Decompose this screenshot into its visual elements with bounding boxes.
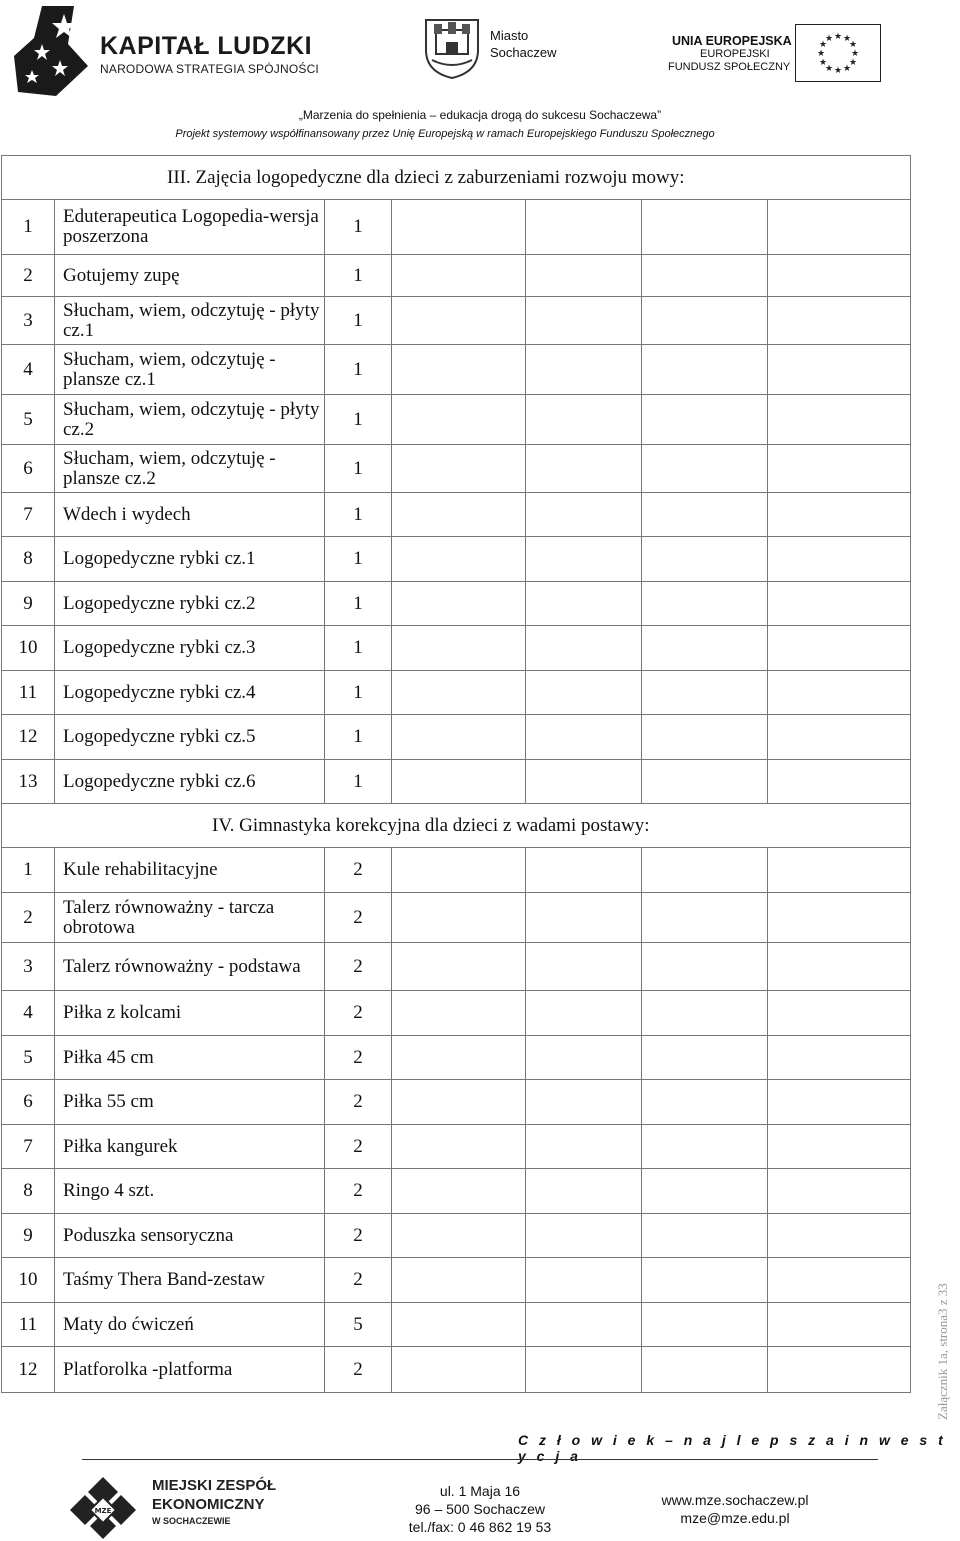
row-number: 1	[2, 200, 55, 255]
table-row	[2, 626, 911, 671]
table-row	[2, 1258, 911, 1303]
footer-motto: C z ł o w i e k – n a j l e p s z a i n w e s t y c j a	[518, 1432, 947, 1464]
item-quantity: 2	[325, 991, 392, 1036]
item-quantity: 1	[325, 493, 392, 537]
empty-cell	[392, 297, 526, 345]
row-number: 5	[2, 395, 55, 445]
row-number: 8	[2, 537, 55, 582]
table-row	[2, 671, 911, 715]
table-row	[2, 395, 911, 445]
mze-logo-icon	[68, 1475, 138, 1539]
empty-cell	[768, 395, 911, 445]
item-name: Logopedyczne rybki cz.1	[55, 537, 325, 582]
table-row	[2, 537, 911, 582]
item-quantity: 1	[325, 626, 392, 671]
item-name: Taśmy Thera Band-zestaw	[55, 1258, 325, 1303]
empty-cell	[526, 255, 642, 297]
row-number: 4	[2, 345, 55, 395]
empty-cell	[392, 848, 526, 893]
email-link[interactable]: mze@mze.edu.pl	[680, 1510, 790, 1526]
empty-cell	[392, 1258, 526, 1303]
section3-title-cell	[2, 156, 911, 200]
svg-text:★: ★	[824, 34, 834, 44]
empty-cell	[642, 893, 768, 943]
svg-text:★: ★	[833, 66, 843, 76]
table-row	[2, 493, 911, 537]
empty-cell	[526, 1303, 642, 1347]
svg-text:★: ★	[842, 64, 852, 74]
empty-cell	[768, 493, 911, 537]
item-quantity: 2	[325, 1258, 392, 1303]
eu-label-line1: UNIA EUROPEJSKA	[672, 34, 792, 48]
empty-cell	[526, 537, 642, 582]
city-crest-icon	[422, 16, 482, 80]
empty-cell	[392, 626, 526, 671]
row-number: 1	[2, 848, 55, 893]
table-row	[2, 255, 911, 297]
item-quantity: 1	[325, 760, 392, 804]
section4-title-cell	[2, 804, 911, 848]
empty-cell	[768, 715, 911, 760]
empty-cell	[768, 445, 911, 493]
table-row	[2, 893, 911, 943]
item-quantity: 5	[325, 1303, 392, 1347]
row-number: 6	[2, 445, 55, 493]
empty-cell	[526, 626, 642, 671]
empty-cell	[526, 582, 642, 626]
item-name: Logopedyczne rybki cz.5	[55, 715, 325, 760]
mze-name-line2: EKONOMICZNY	[152, 1496, 265, 1513]
row-number: 11	[2, 671, 55, 715]
row-number: 12	[2, 715, 55, 760]
mze-name-line1: MIEJSKI ZESPÓŁ	[152, 1477, 277, 1494]
empty-cell	[642, 395, 768, 445]
item-name: Piłka z kolcami	[55, 991, 325, 1036]
empty-cell	[392, 1125, 526, 1169]
item-name: Talerz równoważny - podstawa	[55, 943, 325, 991]
item-quantity: 1	[325, 297, 392, 345]
empty-cell	[768, 537, 911, 582]
empty-cell	[526, 1125, 642, 1169]
section4-rows	[2, 848, 911, 1393]
empty-cell	[768, 893, 911, 943]
empty-cell	[768, 848, 911, 893]
empty-cell	[526, 445, 642, 493]
item-name: Gotujemy zupę	[55, 255, 325, 297]
svg-text:★: ★	[850, 49, 860, 59]
item-quantity: 1	[325, 255, 392, 297]
item-quantity: 2	[325, 1036, 392, 1080]
empty-cell	[768, 760, 911, 804]
item-name: Poduszka sensoryczna	[55, 1214, 325, 1258]
empty-cell	[392, 671, 526, 715]
eu-flag-icon	[795, 24, 881, 82]
empty-cell	[392, 991, 526, 1036]
empty-cell	[642, 345, 768, 395]
website-link[interactable]: www.mze.sochaczew.pl	[661, 1492, 809, 1508]
empty-cell	[392, 943, 526, 991]
row-number: 7	[2, 1125, 55, 1169]
section3-rows	[2, 200, 911, 804]
empty-cell	[768, 1036, 911, 1080]
empty-cell	[526, 943, 642, 991]
svg-text:★: ★	[833, 32, 843, 42]
row-number: 12	[2, 1347, 55, 1393]
empty-cell	[526, 395, 642, 445]
item-name: Logopedyczne rybki cz.6	[55, 760, 325, 804]
item-quantity: 1	[325, 582, 392, 626]
empty-cell	[392, 395, 526, 445]
item-name: Maty do ćwiczeń	[55, 1303, 325, 1347]
table-row	[2, 760, 911, 804]
item-quantity: 1	[325, 200, 392, 255]
empty-cell	[768, 200, 911, 255]
empty-cell	[392, 715, 526, 760]
empty-cell	[392, 582, 526, 626]
empty-cell	[642, 1303, 768, 1347]
item-name: Logopedyczne rybki cz.2	[55, 582, 325, 626]
empty-cell	[526, 760, 642, 804]
empty-cell	[642, 760, 768, 804]
table-row	[2, 1125, 911, 1169]
row-number: 9	[2, 1214, 55, 1258]
row-number: 5	[2, 1036, 55, 1080]
table-row	[2, 1080, 911, 1125]
row-number: 11	[2, 1303, 55, 1347]
table-row	[2, 200, 911, 255]
row-number: 2	[2, 893, 55, 943]
empty-cell	[768, 582, 911, 626]
empty-cell	[392, 893, 526, 943]
item-quantity: 1	[325, 345, 392, 395]
item-quantity: 2	[325, 893, 392, 943]
empty-cell	[768, 671, 911, 715]
empty-cell	[526, 991, 642, 1036]
eu-label-line2: EUROPEJSKI	[700, 48, 770, 60]
empty-cell	[642, 1347, 768, 1393]
table-row	[2, 1169, 911, 1214]
svg-text:★: ★	[842, 34, 852, 44]
item-name: Platforolka -platforma	[55, 1347, 325, 1393]
row-number: 2	[2, 255, 55, 297]
table-row	[2, 715, 911, 760]
item-quantity: 2	[325, 1080, 392, 1125]
empty-cell	[768, 1347, 911, 1393]
svg-text:★: ★	[816, 49, 826, 59]
item-name: Wdech i wydech	[55, 493, 325, 537]
item-name: Eduterapeutica Logopedia-wersja poszerzona	[55, 200, 325, 255]
item-name: Piłka 55 cm	[55, 1080, 325, 1125]
row-number: 8	[2, 1169, 55, 1214]
city-name-line1: Miasto	[490, 28, 529, 43]
item-quantity: 1	[325, 715, 392, 760]
kapital-ludzki-subtitle: NARODOWA STRATEGIA SPÓJNOŚCI	[100, 62, 319, 76]
empty-cell	[392, 537, 526, 582]
item-quantity: 2	[325, 1347, 392, 1393]
row-number: 10	[2, 626, 55, 671]
empty-cell	[768, 297, 911, 345]
empty-cell	[392, 1036, 526, 1080]
empty-cell	[642, 255, 768, 297]
item-quantity: 1	[325, 671, 392, 715]
empty-cell	[642, 626, 768, 671]
empty-cell	[642, 671, 768, 715]
empty-cell	[392, 345, 526, 395]
item-name: Piłka 45 cm	[55, 1036, 325, 1080]
address-phone: tel./fax: 0 46 862 19 53	[408, 1519, 552, 1535]
empty-cell	[392, 1080, 526, 1125]
section3-table	[1, 155, 911, 804]
empty-cell	[768, 1125, 911, 1169]
item-quantity: 2	[325, 943, 392, 991]
empty-cell	[392, 445, 526, 493]
page-attachment-note: Załącznik 1a, strona3 z 33	[935, 1283, 950, 1420]
empty-cell	[642, 445, 768, 493]
kapital-ludzki-title: KAPITAŁ LUDZKI	[100, 32, 313, 60]
empty-cell	[526, 493, 642, 537]
eu-label-line3: FUNDUSZ SPOŁECZNY	[668, 61, 791, 73]
empty-cell	[392, 1347, 526, 1393]
table-row	[2, 445, 911, 493]
table-row	[2, 1214, 911, 1258]
kapital-ludzki-logo-icon	[12, 4, 92, 99]
city-name-line2: Sochaczew	[490, 45, 557, 60]
empty-cell	[642, 1036, 768, 1080]
empty-cell	[526, 893, 642, 943]
table-row	[2, 345, 911, 395]
table-row	[2, 1303, 911, 1347]
row-number: 13	[2, 760, 55, 804]
page-header	[0, 0, 960, 150]
empty-cell	[642, 200, 768, 255]
row-number: 3	[2, 943, 55, 991]
empty-cell	[392, 1169, 526, 1214]
empty-cell	[768, 1169, 911, 1214]
empty-cell	[526, 200, 642, 255]
footer-divider	[82, 1459, 878, 1460]
section4-table	[1, 803, 911, 1393]
row-number: 6	[2, 1080, 55, 1125]
table-row	[2, 1036, 911, 1080]
item-name: Słucham, wiem, odczytuję - płyty cz.1	[55, 297, 325, 345]
table-row	[2, 297, 911, 345]
empty-cell	[768, 1258, 911, 1303]
empty-cell	[526, 345, 642, 395]
empty-cell	[642, 1169, 768, 1214]
table-row	[2, 943, 911, 991]
item-quantity: 2	[325, 1214, 392, 1258]
empty-cell	[768, 1303, 911, 1347]
empty-cell	[642, 715, 768, 760]
empty-cell	[642, 297, 768, 345]
item-name: Słucham, wiem, odczytuję - plansze cz.1	[55, 345, 325, 395]
empty-cell	[392, 255, 526, 297]
item-name: Ringo 4 szt.	[55, 1169, 325, 1214]
svg-text:★: ★	[848, 58, 858, 68]
empty-cell	[642, 991, 768, 1036]
empty-cell	[768, 1080, 911, 1125]
empty-cell	[642, 1080, 768, 1125]
empty-cell	[768, 1214, 911, 1258]
empty-cell	[768, 345, 911, 395]
table-row	[2, 991, 911, 1036]
mze-name-line3: W SOCHACZEWIE	[152, 1516, 231, 1526]
empty-cell	[642, 1125, 768, 1169]
table-row	[2, 1347, 911, 1393]
empty-cell	[392, 493, 526, 537]
item-name: Słucham, wiem, odczytuję - plansze cz.2	[55, 445, 325, 493]
empty-cell	[526, 671, 642, 715]
row-number: 10	[2, 1258, 55, 1303]
empty-cell	[768, 943, 911, 991]
empty-cell	[392, 760, 526, 804]
item-quantity: 1	[325, 537, 392, 582]
empty-cell	[392, 200, 526, 255]
empty-cell	[642, 537, 768, 582]
row-number: 7	[2, 493, 55, 537]
section4-title: IV. Gimnastyka korekcyjna dla dzieci z wadami postawy:	[212, 814, 650, 836]
item-name: Logopedyczne rybki cz.4	[55, 671, 325, 715]
item-name: Piłka kangurek	[55, 1125, 325, 1169]
address-city: 96 – 500 Sochaczew	[415, 1501, 545, 1517]
empty-cell	[526, 1258, 642, 1303]
empty-cell	[392, 1303, 526, 1347]
empty-cell	[768, 626, 911, 671]
address-street: ul. 1 Maja 16	[439, 1483, 521, 1499]
empty-cell	[642, 493, 768, 537]
empty-cell	[392, 1214, 526, 1258]
empty-cell	[526, 715, 642, 760]
svg-text:★: ★	[818, 58, 828, 68]
item-quantity: 2	[325, 848, 392, 893]
empty-cell	[526, 848, 642, 893]
empty-cell	[526, 1214, 642, 1258]
empty-cell	[526, 1169, 642, 1214]
empty-cell	[526, 1347, 642, 1393]
item-quantity: 1	[325, 395, 392, 445]
svg-text:★: ★	[848, 40, 858, 50]
project-slogan: „Marzenia do spełnienia – edukacja drogą do sukcesu Sochaczewa”	[298, 108, 662, 122]
item-quantity: 2	[325, 1125, 392, 1169]
item-name: Logopedyczne rybki cz.3	[55, 626, 325, 671]
item-name: Talerz równoważny - tarcza obrotowa	[55, 893, 325, 943]
row-number: 4	[2, 991, 55, 1036]
row-number: 9	[2, 582, 55, 626]
item-quantity: 1	[325, 445, 392, 493]
empty-cell	[642, 1258, 768, 1303]
item-name: Kule rehabilitacyjne	[55, 848, 325, 893]
table-row	[2, 582, 911, 626]
empty-cell	[526, 297, 642, 345]
empty-cell	[526, 1036, 642, 1080]
project-description: Projekt systemowy współfinansowany przez Unię Europejską w ramach Europejskiego Funduszu Społecznego	[175, 128, 715, 140]
empty-cell	[768, 991, 911, 1036]
empty-cell	[642, 582, 768, 626]
empty-cell	[526, 1080, 642, 1125]
mze-badge-text: MZE	[94, 1507, 112, 1515]
empty-cell	[642, 848, 768, 893]
item-quantity: 2	[325, 1169, 392, 1214]
svg-text:★: ★	[818, 40, 828, 50]
table-row	[2, 848, 911, 893]
section3-title: III. Zajęcia logopedyczne dla dzieci z zaburzeniami rozwoju mowy:	[167, 166, 685, 188]
empty-cell	[642, 943, 768, 991]
empty-cell	[642, 1214, 768, 1258]
row-number: 3	[2, 297, 55, 345]
item-name: Słucham, wiem, odczytuję - płyty cz.2	[55, 395, 325, 445]
svg-text:★: ★	[824, 64, 834, 74]
empty-cell	[768, 255, 911, 297]
